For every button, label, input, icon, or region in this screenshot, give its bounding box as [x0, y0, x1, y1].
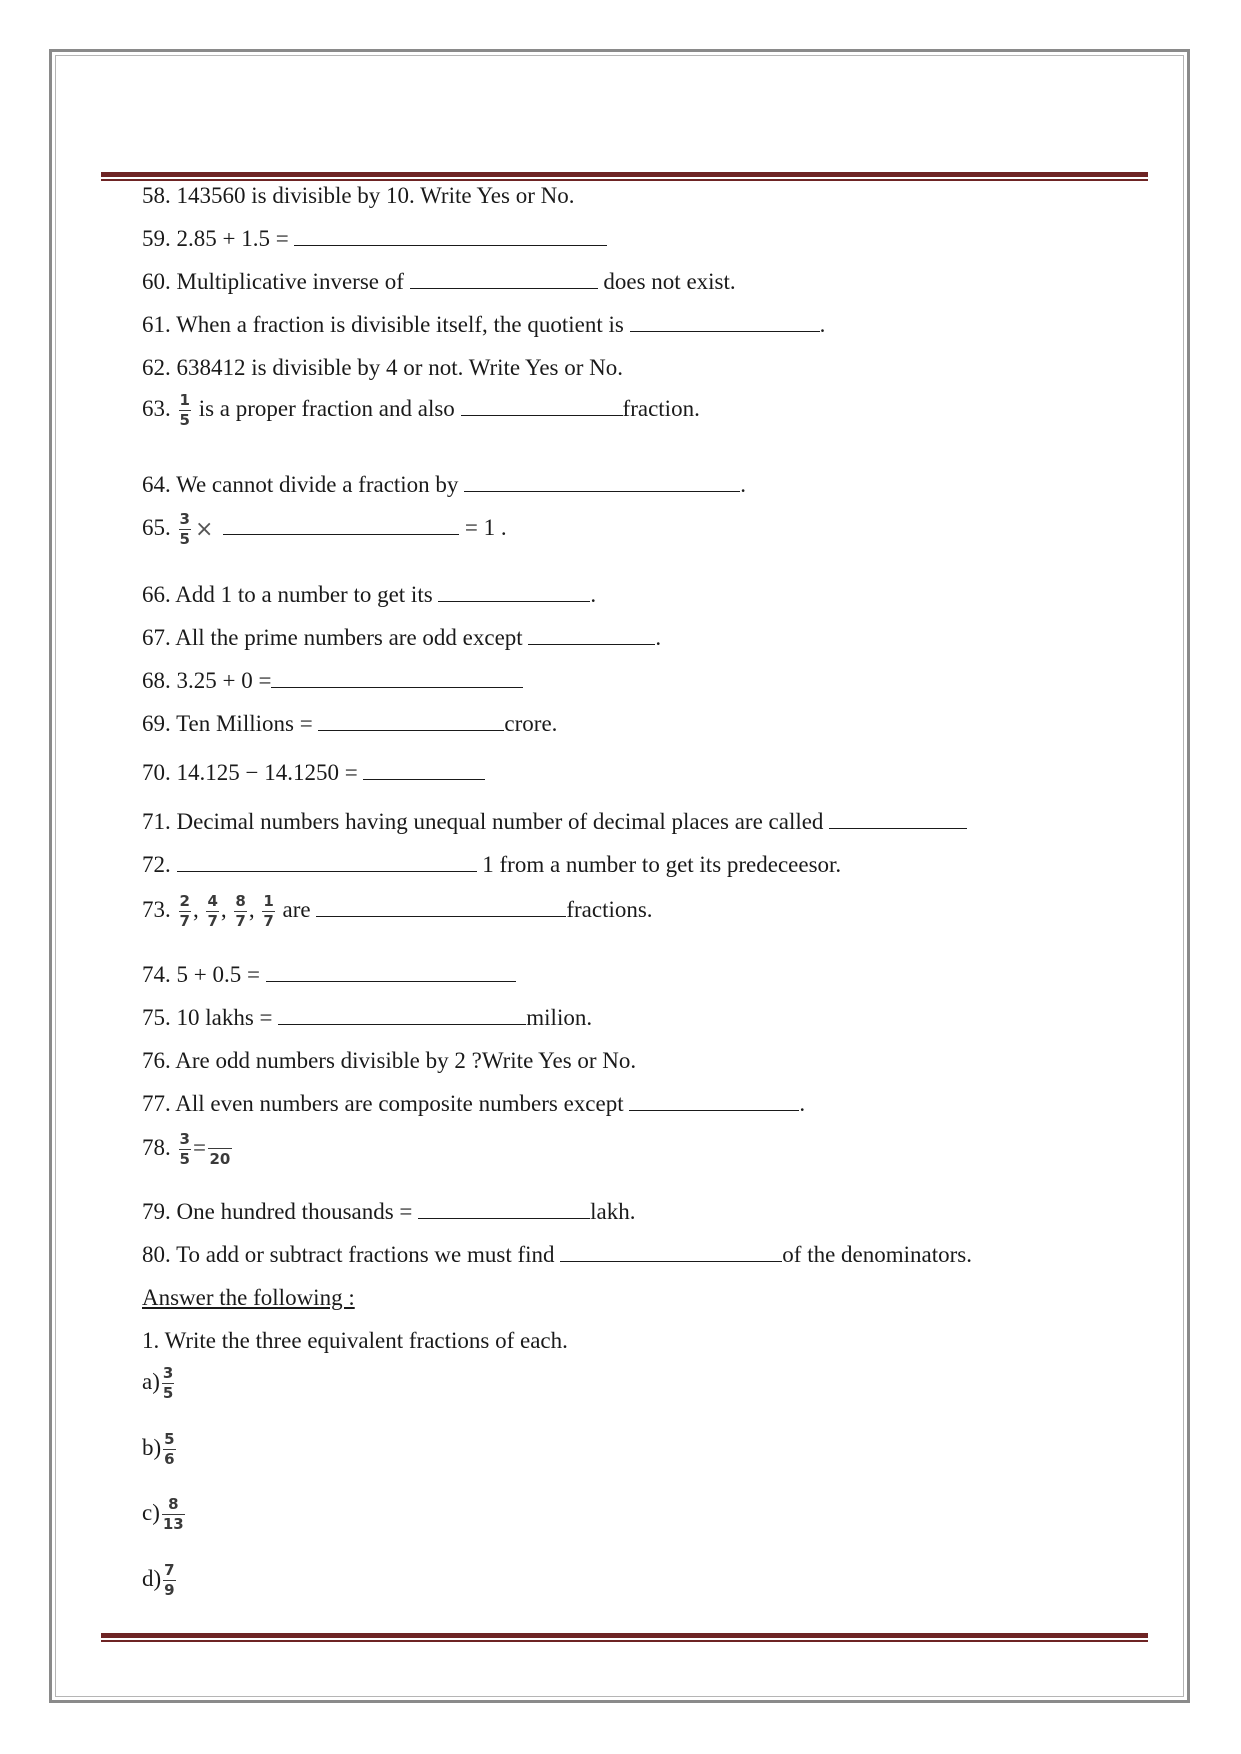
answer-blank[interactable] [464, 471, 740, 492]
fraction: $\frac{3}{5}$ [179, 510, 190, 548]
answer-blank[interactable] [177, 851, 477, 872]
answer-blank[interactable] [410, 268, 598, 289]
question-72: 72. 1 from a number to get its predeceesor. [142, 852, 842, 877]
question-73: 73. $\frac{2}{7}$ , $\frac{4}{7}$ , $\frac{8}{7}$ , $\frac{1}{7}$ are fractions. [142, 892, 653, 930]
answer-blank[interactable] [630, 311, 820, 332]
answer-blank[interactable] [461, 395, 623, 416]
question-63: 63. $\frac{1}{5}$ is a proper fraction and also fraction. [142, 391, 700, 429]
question-75: 75. 10 lakhs = milion. [142, 1005, 593, 1030]
answer-blank[interactable] [318, 710, 504, 731]
answer-blank[interactable] [266, 961, 516, 982]
answer-blank[interactable] [278, 1004, 526, 1025]
answer-blank[interactable] [316, 896, 566, 917]
answer-part-d: d) $\frac{7}{9}$ [142, 1561, 175, 1599]
question-64: 64. We cannot divide a fraction by . [142, 472, 746, 497]
question-68: 68. 3.25 + 0 = [142, 667, 523, 695]
question-62: 62. 638412 is divisible by 4 or not. Write Yes or No. [142, 355, 624, 380]
question-69: 69. Ten Millions = crore. [142, 711, 558, 736]
question-70: 70. 14.125 − 14.1250 = [142, 759, 485, 787]
answer-blank[interactable] [829, 808, 967, 829]
answer-question-1: 1. Write the three equivalent fractions of each. [142, 1328, 568, 1353]
answer-blank[interactable] [560, 1241, 782, 1262]
footer-rule [101, 1633, 1148, 1642]
answer-blank[interactable] [528, 624, 655, 645]
answer-blank[interactable] [294, 225, 607, 246]
fraction: $\frac{3}{5}$ [162, 1364, 174, 1402]
question-61: 61. When a fraction is divisible itself, the quotient is . [142, 312, 826, 337]
answer-blank[interactable] [438, 581, 590, 602]
answer-blank[interactable] [223, 514, 459, 535]
question-60: 60. Multiplicative inverse of does not exist. [142, 269, 736, 294]
question-65: 65. $\frac{3}{5}$ × = 1 . [142, 510, 507, 548]
question-76: 76. Are odd numbers divisible by 2 ?Write Yes or No. [142, 1048, 637, 1073]
header-rule [101, 172, 1148, 181]
question-79: 79. One hundred thousands = lakh. [142, 1199, 636, 1224]
answer-part-a: a) $\frac{3}{5}$ [142, 1364, 174, 1402]
fraction: $\frac{2}{7}$ [179, 892, 190, 930]
multiply-sign: × [194, 516, 214, 542]
fraction: $\frac{4}{7}$ [207, 892, 218, 930]
fraction: $\frac{5}{6}$ [164, 1430, 175, 1468]
question-77: 77. All even numbers are composite numbers except . [142, 1091, 806, 1116]
answer-blank[interactable] [629, 1090, 799, 1111]
fraction: $\frac{1}{7}$ [263, 892, 274, 930]
answer-section-heading: Answer the following : [142, 1285, 355, 1310]
question-58: 58. 143560 is divisible by 10. Write Yes or No. [142, 183, 575, 208]
answer-blank[interactable] [418, 1198, 590, 1219]
fraction: $\frac{8}{13}$ [162, 1495, 184, 1533]
question-78: 78. $\frac{3}{5}$ = 20 [142, 1130, 231, 1168]
answer-blank[interactable] [271, 667, 523, 688]
fraction: $\frac{3}{5}$ [179, 1130, 190, 1168]
question-74: 74. 5 + 0.5 = [142, 961, 516, 989]
question-66: 66. Add 1 to a number to get its . [142, 582, 597, 607]
answer-part-b: b) $\frac{5}{6}$ [142, 1430, 175, 1468]
answer-blank[interactable] [363, 759, 485, 780]
question-71: 71. Decimal numbers having unequal number of decimal places are called [142, 808, 967, 836]
question-59: 59. 2.85 + 1.5 = [142, 225, 607, 253]
fraction: $\frac{7}{9}$ [164, 1561, 175, 1599]
question-80: 80. To add or subtract fractions we must find of the denominators. [142, 1242, 972, 1267]
fraction-missing-numerator[interactable]: 20 [208, 1131, 232, 1168]
fraction: $\frac{1}{5}$ [179, 391, 190, 429]
answer-part-c: c) $\frac{8}{13}$ [142, 1495, 184, 1533]
question-67: 67. All the prime numbers are odd except . [142, 625, 662, 650]
fraction: $\frac{8}{7}$ [235, 892, 246, 930]
